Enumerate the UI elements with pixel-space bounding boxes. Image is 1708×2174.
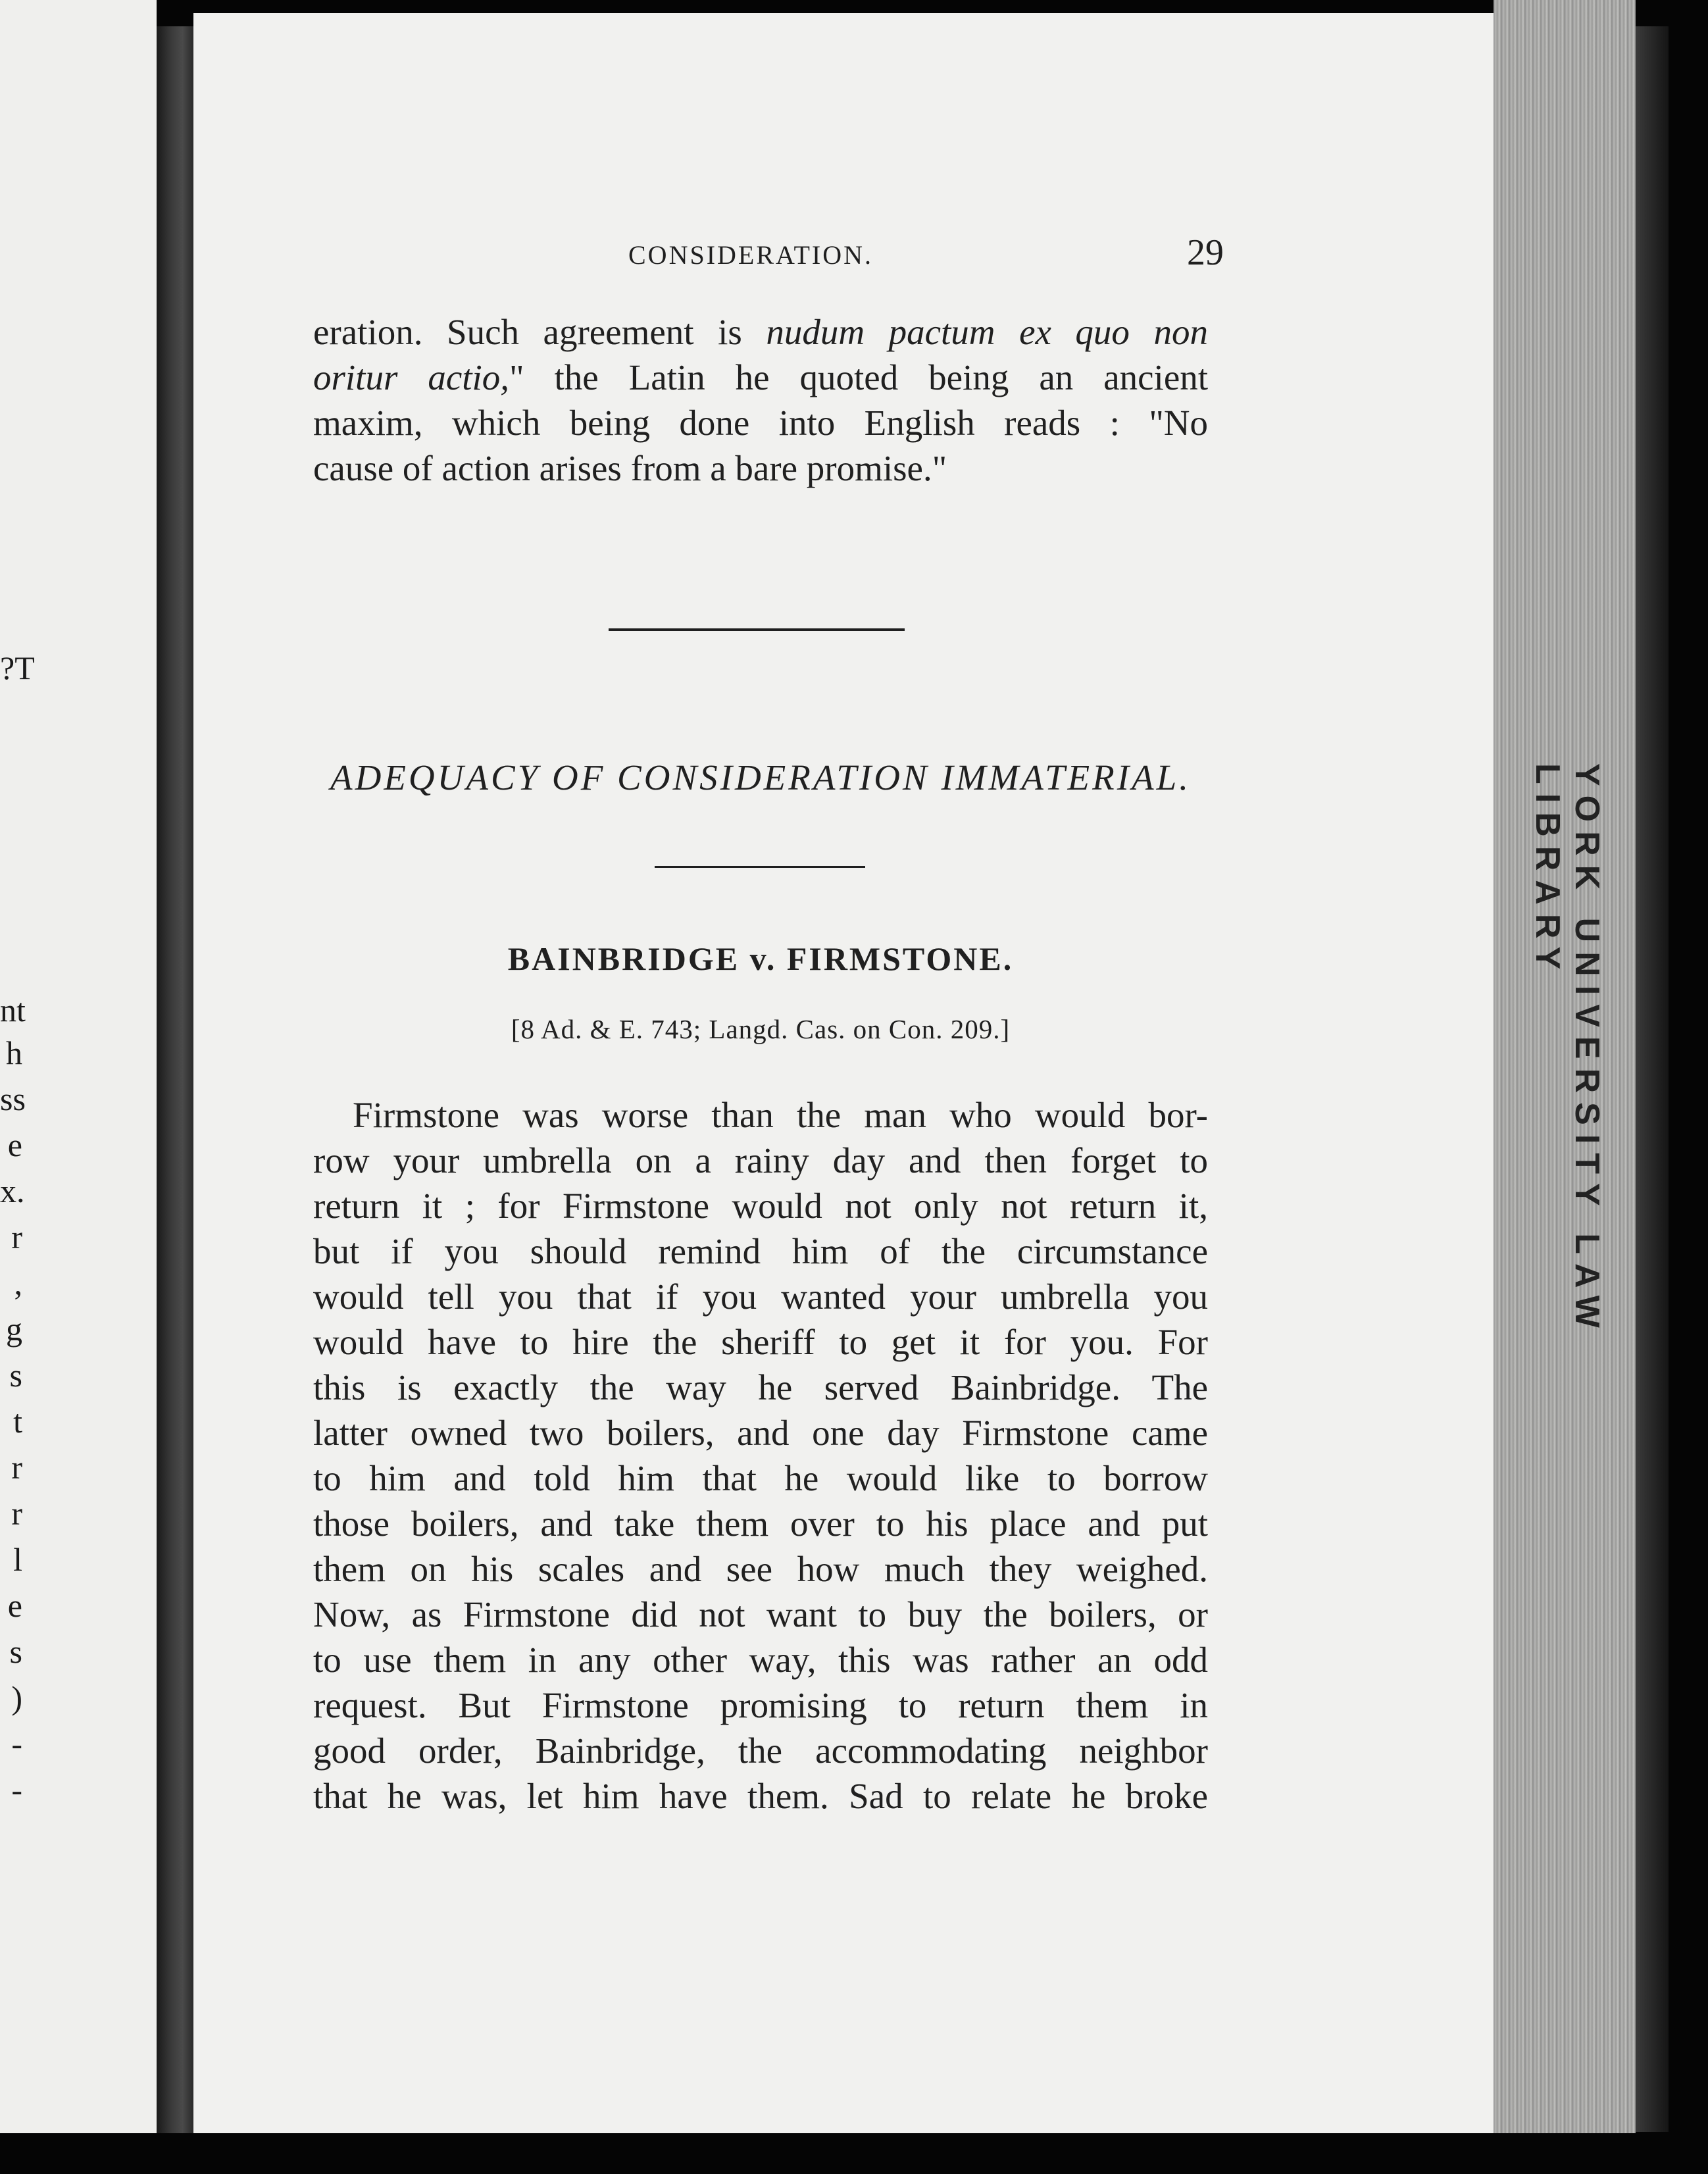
body-line: request. But Firmstone promising to return them in	[313, 1685, 1208, 1725]
body-line: return it ; for Firmstone would not only not return it,	[313, 1186, 1208, 1226]
body-line: those boilers, and take them over to his place and put	[313, 1504, 1208, 1544]
facing-page-fragment: ss	[0, 1080, 26, 1117]
page-number: 29	[1187, 232, 1224, 273]
book-cover-edge	[1636, 26, 1669, 2132]
facing-page-fragment: -	[11, 1771, 22, 1808]
facing-page-fragment: nt	[0, 992, 26, 1028]
facing-page-fragment: s	[9, 1633, 22, 1670]
body-line: latter owned two boilers, and one day Firmstone came	[313, 1413, 1208, 1453]
bottom-shadow	[0, 2133, 1708, 2174]
intro-line: maxim, which being done into English reads : "No	[313, 403, 1208, 443]
running-head: CONSIDERATION.	[628, 240, 873, 270]
intro-line: cause of action arises from a bare promise."	[313, 448, 947, 488]
intro-line: oritur actio," the Latin he quoted being an ancient	[313, 357, 1209, 397]
facing-page-fragment: ?T	[0, 649, 35, 686]
intro-paragraph	[313, 309, 1208, 491]
body-line: row your umbrella on a rainy day and then forget to	[313, 1140, 1208, 1180]
intro-line: eration. Such agreement is nudum pactum ex quo non	[313, 312, 1208, 352]
body-line: them on his scales and see how much they weighed.	[313, 1549, 1208, 1589]
body-line: would have to hire the sheriff to get it for you. For	[313, 1322, 1208, 1362]
body-line: this is exactly the way he served Bainbridge. The	[313, 1367, 1208, 1407]
case-citation: [8 Ad. & E. 743; Langd. Cas. on Con. 209.]	[511, 1014, 1011, 1044]
section-heading: ADEQUACY OF CONSIDERATION IMMATERIAL.	[330, 757, 1191, 797]
body-line: that he was, let him have them. Sad to relate he broke	[313, 1776, 1208, 1816]
body-line: to use them in any other way, this was rather an odd	[313, 1640, 1208, 1680]
facing-page-fragment: l	[13, 1541, 22, 1578]
section-divider	[609, 628, 905, 631]
facing-page	[0, 0, 157, 2133]
body-line: would tell you that if you wanted your umbrella you	[313, 1277, 1208, 1317]
facing-page-fragment: ,	[14, 1265, 22, 1302]
facing-page-fragment: -	[11, 1725, 22, 1762]
facing-page-fragment: t	[13, 1403, 22, 1440]
body-line: good order, Bainbridge, the accommodating neighbor	[313, 1731, 1208, 1771]
body-paragraph	[313, 1092, 1208, 1819]
body-line: but if you should remind him of the circumstance	[313, 1231, 1208, 1271]
facing-page-fragment: r	[11, 1219, 22, 1255]
library-stamp: YORK UNIVERSITY LAW LIBRARY	[1528, 763, 1606, 1337]
facing-page-fragment: s	[9, 1357, 22, 1394]
facing-page-fragment: x.	[0, 1173, 25, 1209]
case-title: BAINBRIDGE v. FIRMSTONE.	[507, 940, 1014, 977]
facing-page-fragment: e	[7, 1587, 22, 1624]
facing-page-fragment: r	[11, 1495, 22, 1532]
facing-page-fragment: g	[6, 1311, 22, 1348]
facing-page-fragment: h	[6, 1034, 22, 1071]
facing-page-fragment: e	[7, 1126, 22, 1163]
body-line: to him and told him that he would like to borrow	[313, 1458, 1208, 1498]
body-line: Firmstone was worse than the man who would bor-	[353, 1095, 1208, 1135]
body-line: Now, as Firmstone did not want to buy the boilers, or	[313, 1594, 1208, 1634]
facing-page-fragment: r	[11, 1449, 22, 1486]
facing-page-fragment: )	[11, 1679, 22, 1716]
heading-divider	[655, 866, 865, 868]
book-gutter	[157, 26, 193, 2133]
